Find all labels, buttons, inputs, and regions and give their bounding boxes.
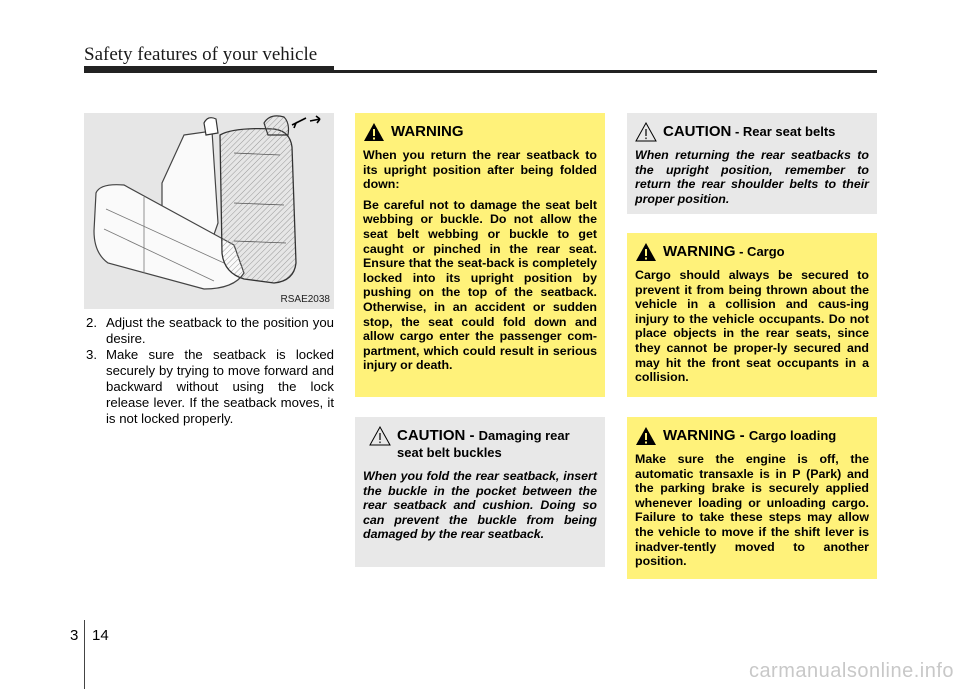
warning-triangle-icon bbox=[635, 242, 657, 262]
box-header bbox=[635, 243, 869, 262]
rear-seat-drawing bbox=[84, 113, 334, 309]
step-text: Adjust the seatback to the position you desire. bbox=[106, 315, 334, 346]
box-title bbox=[397, 427, 597, 461]
caution-triangle-icon bbox=[369, 426, 391, 446]
box-title-main: CAUTION bbox=[663, 123, 732, 140]
box-title-sub: - Rear seat belts bbox=[731, 124, 836, 139]
header-rule bbox=[84, 70, 877, 73]
warning-triangle-icon bbox=[635, 426, 657, 446]
warning-seatback-box bbox=[355, 113, 605, 397]
chapter-number: 3 bbox=[70, 627, 79, 644]
step-number: 3. bbox=[86, 347, 97, 362]
box-title bbox=[663, 427, 836, 444]
caution-buckles-box bbox=[355, 417, 605, 567]
box-title-main: WARNING - bbox=[663, 427, 749, 444]
box-header bbox=[635, 123, 869, 142]
box-title-sub: - Cargo bbox=[735, 244, 785, 259]
list-item bbox=[84, 315, 334, 347]
step-text: Make sure the seatback is locked securely by trying to move forward and backward without using the lock release lever. If the seatback moves, it is not locked properly. bbox=[106, 347, 334, 426]
box-title: WARNING bbox=[391, 123, 464, 140]
box-title-main: CAUTION - bbox=[397, 427, 479, 444]
list-item bbox=[84, 347, 334, 427]
instruction-steps bbox=[84, 315, 334, 427]
box-title-sub: Cargo loading bbox=[748, 428, 837, 443]
box-paragraph: When you return the rear seatback to its upright position after being folded down: bbox=[363, 148, 597, 192]
box-header bbox=[369, 427, 597, 461]
box-paragraph: Cargo should always be secured to prevent it from being thrown about the vehicle in a collision and caus-ing injury to the vehicle occupants. Do not place objects in the rear seats, since they cannot be proper-ly secured and may hit the front seat occupants in a collision. bbox=[635, 268, 869, 385]
box-paragraph: Be careful not to damage the seat belt webbing or buckle. Do not allow the seat belt webbing or buckle to get caught or pinched in the rear seat. Ensure that the seat-back is completely locked into its upright position by pushing on the top of the seatback. Otherwise, in an accident or sudden stop, the seat could fold down and allow cargo enter the passenger com-partment, which could result in serious injury or death. bbox=[363, 197, 597, 373]
warning-triangle-icon bbox=[363, 122, 385, 142]
caution-triangle-icon bbox=[635, 122, 657, 142]
warning-cargo-loading-box bbox=[627, 417, 877, 579]
rear-seat-illustration bbox=[84, 113, 334, 309]
box-title bbox=[663, 123, 835, 140]
page-number: 14 bbox=[92, 627, 109, 644]
caution-rear-belts-box bbox=[627, 113, 877, 214]
box-header bbox=[635, 427, 869, 446]
box-paragraph: When you fold the rear seatback, insert the buckle in the pocket between the rear seatback and cushion. Doing so can prevent the buckle from being damaged by the rear seatback. bbox=[363, 469, 597, 542]
box-title bbox=[663, 243, 785, 260]
watermark: carmanualsonline.info bbox=[748, 660, 954, 682]
page-header-title: Safety features of your vehicle bbox=[84, 44, 318, 65]
box-header bbox=[363, 123, 597, 142]
box-paragraph: When returning the rear seatbacks to the upright position, remember to return the rear shoulder belts to their proper position. bbox=[635, 148, 869, 206]
box-paragraph: Make sure the engine is off, the automatic transaxle is in P (Park) and the parking brake is securely applied whenever loading or unloading cargo. Failure to take these steps may allow the vehicle to move if the shift lever is inadver-tently moved to another position. bbox=[635, 452, 869, 569]
step-number: 2. bbox=[86, 315, 97, 330]
box-title-sub: Damaging rear seat belt buckles bbox=[397, 428, 570, 460]
illustration-code: RSAE2038 bbox=[280, 294, 330, 305]
warning-cargo-box bbox=[627, 233, 877, 397]
footer-divider bbox=[84, 620, 85, 689]
box-title-main: WARNING bbox=[663, 243, 736, 260]
